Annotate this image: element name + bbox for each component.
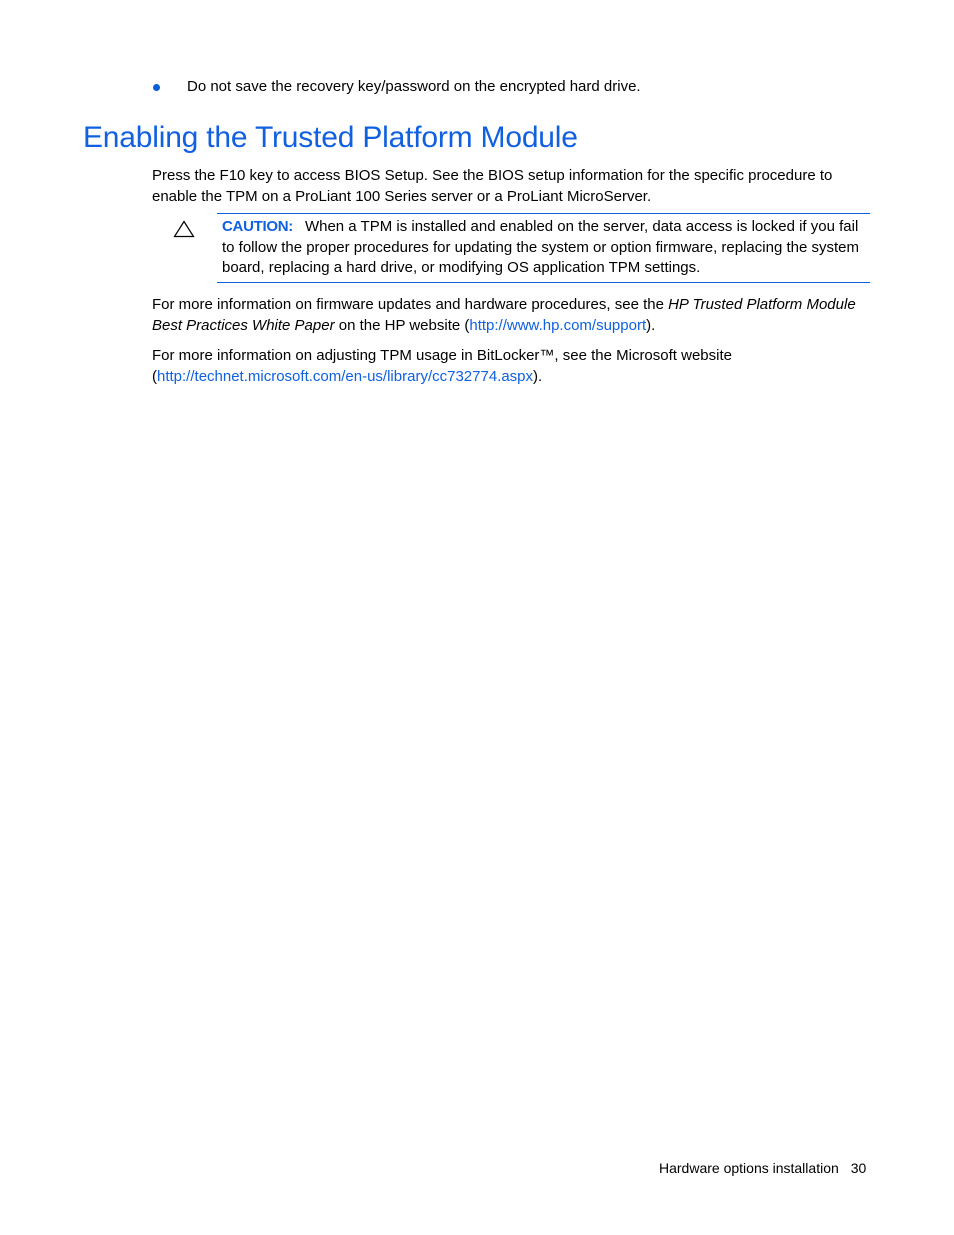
document-title: HP Trusted Platform Module Best Practices White Paper [152,296,856,334]
bullet-text: Do not save the recovery key/password on the encrypted hard drive. [187,78,641,95]
bitlocker-info-paragraph [152,345,872,387]
intro-paragraph: Press the F10 key to access BIOS Setup. See the BIOS setup information for the specific procedure to enable the TPM on a ProLiant 100 Series server or a ProLiant MicroServer. [152,167,833,205]
bullet-icon [153,84,160,91]
firmware-info-paragraph [152,294,872,336]
caution-label: CAUTION: [222,218,293,235]
page-footer [659,1158,866,1178]
footer-section-title: Hardware options installation [659,1160,839,1176]
hp-support-link[interactable]: http://www.hp.com/support [469,317,647,334]
page-number: 30 [850,1160,867,1176]
paragraph-text: ). [646,317,656,334]
microsoft-technet-link[interactable]: http://technet.microsoft.com/en-us/library/cc732774.aspx [157,368,534,385]
paragraph-text: For more information on adjusting TPM usage in BitLocker™, see the Microsoft website ( [152,347,732,385]
paragraph-text: ). [533,368,543,385]
caution-body: When a TPM is installed and enabled on the server, data access is locked if you fail to follow the proper procedures for updating the system or option firmware, replacing the system board, replacing a hard drive, or modifying OS application TPM settings. [222,218,859,276]
caution-text [222,217,870,279]
paragraph-text: For more information on firmware updates and hardware procedures, see the [152,296,669,313]
paragraph-text: on the HP website ( [334,317,470,334]
section-heading: Enabling the Trusted Platform Module [83,121,578,154]
caution-triangle-icon [173,220,195,238]
